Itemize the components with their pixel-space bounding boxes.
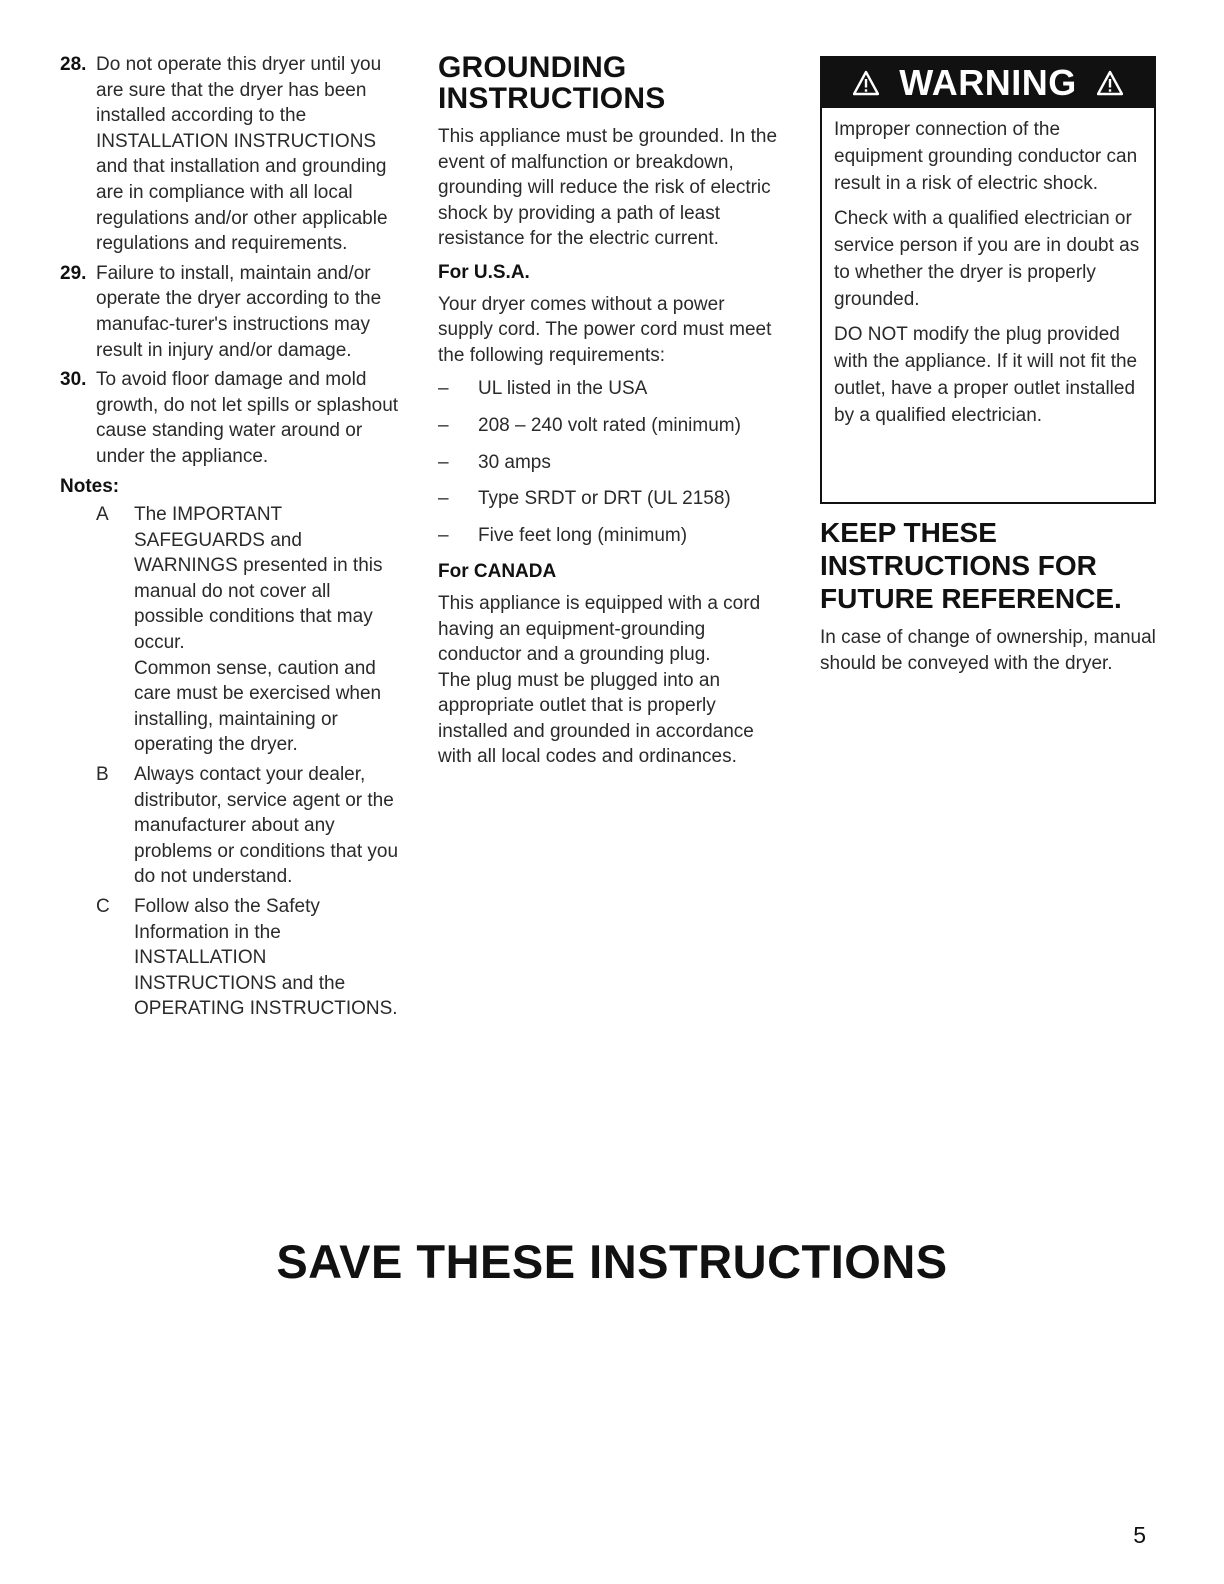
dash-bullet: – — [438, 378, 449, 400]
requirement-text: 208 – 240 volt rated (minimum) — [478, 414, 741, 436]
note-letter: C — [96, 896, 110, 917]
warning-paragraph: Check with a qualified electrician or service person if you are in doubt as to whether the dryer is properly grounded. — [834, 208, 1140, 310]
save-instructions-heading: SAVE THESE INSTRUCTIONS — [276, 1235, 948, 1288]
dash-bullet: – — [438, 451, 449, 473]
note-text: Follow also the Safety Information in the INSTALLATION INSTRUCTIONS and the OPERATING INSTRUCTIONS. — [134, 896, 398, 1020]
keep-text: In case of change of ownership, manual should be conveyed with the dryer. — [820, 627, 1156, 674]
requirements-list — [438, 376, 783, 548]
page-number: 5 — [1133, 1522, 1146, 1548]
safety-item-28 — [60, 52, 400, 257]
canada-heading: For CANADA — [438, 561, 557, 583]
list-item — [438, 523, 783, 549]
requirement-text: UL listed in the USA — [478, 378, 648, 400]
note-a — [60, 502, 400, 758]
canada-text: This appliance is equipped with a cord having an equipment-grounding conductor and a grounding plug. — [438, 592, 761, 666]
list-item — [438, 450, 783, 476]
item-text: Failure to install, maintain and/or operate the dryer according to the manufac-turer's instructions may result in injury and/or damage. — [96, 262, 382, 361]
grounding-heading: GROUNDING INSTRUCTIONS — [438, 51, 666, 115]
note-text: Always contact your dealer, distributor, service agent or the manufacturer about any problems or conditions that you do not understand. — [134, 764, 399, 888]
dash-bullet: – — [438, 414, 449, 436]
safety-item-30 — [60, 367, 400, 469]
list-item — [438, 486, 783, 512]
note-text: The IMPORTANT SAFEGUARDS and WARNINGS presented in this manual do not cover all possible conditions that may occur. — [134, 504, 383, 654]
item-number: 28. — [60, 54, 87, 75]
note-c — [60, 894, 400, 1022]
item-number: 29. — [60, 262, 87, 284]
requirement-text: Type SRDT or DRT (UL 2158) — [478, 488, 731, 510]
note-letter: B — [96, 764, 109, 786]
keep-heading: KEEP THESE INSTRUCTIONS FOR FUTURE REFERENCE. — [820, 517, 1122, 614]
warning-paragraph: Improper connection of the equipment grounding conductor can result in a risk of electric shock. — [834, 119, 1138, 194]
canada-text-continued: The plug must be plugged into an appropriate outlet that is properly installed and grounded in accordance with all local codes and ordinances. — [438, 669, 754, 768]
item-text: To avoid floor damage and mold growth, do not let spills or splashout cause standing water around or under the appliance. — [96, 369, 399, 467]
warning-body — [822, 108, 1154, 447]
item-number: 30. — [60, 369, 87, 391]
grounding-column — [438, 52, 783, 770]
dash-bullet: – — [438, 524, 449, 546]
list-item — [438, 413, 783, 439]
notes-label: Notes: — [60, 475, 120, 497]
warning-paragraph: DO NOT modify the plug provided with the appliance. If it will not fit the outlet, have a proper outlet installed by a qualified electrician. — [834, 324, 1138, 426]
warning-header — [822, 58, 1154, 108]
grounding-intro: This appliance must be grounded. In the event of malfunction or breakdown, grounding will reduce the risk of electric shock by providing a path of least resistance for the electric current. — [438, 126, 778, 250]
dash-bullet: – — [438, 488, 449, 510]
warning-box — [820, 56, 1156, 504]
safety-item-29 — [60, 261, 400, 363]
warning-triangle-icon — [853, 70, 879, 96]
safety-items-column — [60, 52, 400, 1026]
requirement-text: 30 amps — [478, 451, 551, 473]
list-item — [438, 376, 783, 402]
item-text: Do not operate this dryer until you are sure that the dryer has been installed according to the INSTALLATION INSTRUCTIONS and that installation and grounding are in compliance with all local regulations and/or other applicable regulations and requirements. — [96, 54, 388, 255]
note-letter: A — [96, 504, 109, 526]
keep-instructions-block — [820, 516, 1165, 676]
warning-title: WARNING — [899, 62, 1077, 103]
note-text-continued: Common sense, caution and care must be exercised when installing, maintaining or operating the dryer. — [134, 657, 382, 756]
note-b — [60, 762, 400, 890]
warning-triangle-icon — [1097, 70, 1123, 96]
requirement-text: Five feet long (minimum) — [478, 524, 688, 546]
usa-text: Your dryer comes without a power supply cord. The power cord must meet the following requirements: — [438, 293, 772, 366]
usa-heading: For U.S.A. — [438, 261, 530, 283]
